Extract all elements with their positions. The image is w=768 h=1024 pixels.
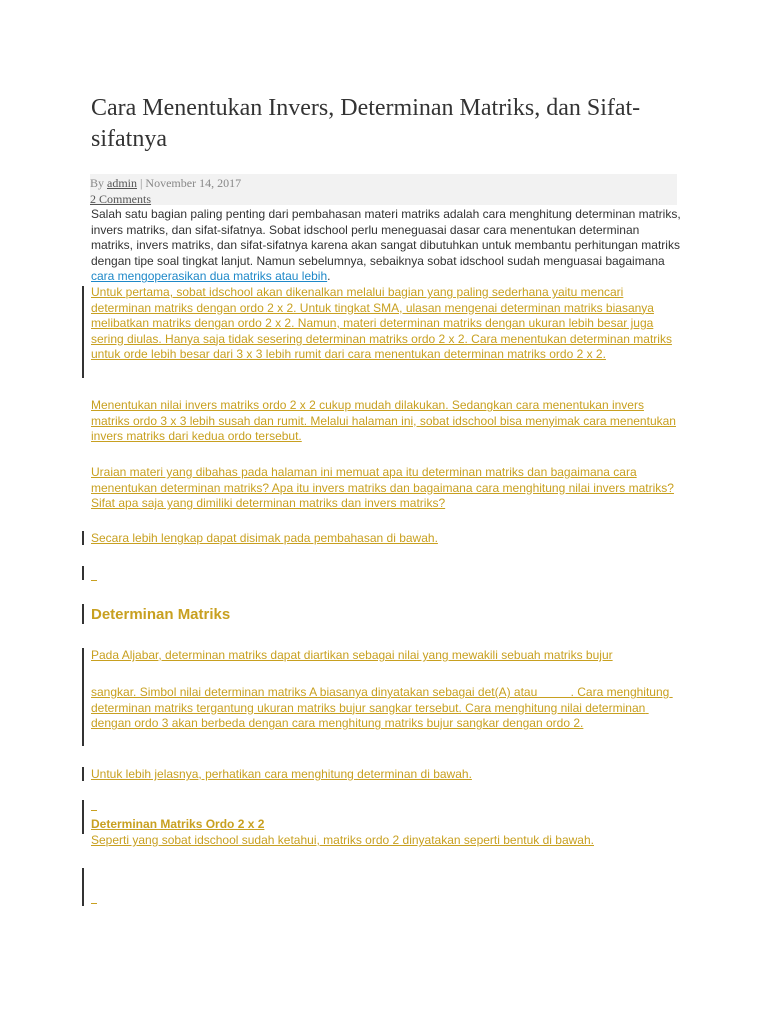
empty-link-marker[interactable] [91,903,97,904]
paragraph-1[interactable]: Untuk pertama, sobat idschool akan dikenalkan melalui bagian yang paling sederhana yaitu mencari determinan matriks dengan ordo 2 x 2. Untuk tingkat SMA, ulasan mengenai determinan matriks biasanya melibatkan matriks dengan ordo 2 x 2. Namun, materi determinan matriks dengan ukuran lebih besar juga sering diulas. Hanya saja tidak sesering determinan matriks ordo 2 x 2. Cara menentukan determinan matriks untuk orde lebih besar dari 3 x 3 lebih rumit dari cara menentukan determinan matriks ordo 2 x 2. [91,285,672,361]
post-date: | November 14, 2017 [137,176,242,190]
byline [90,176,241,191]
quote-bar [82,868,84,906]
quote-bar [82,800,84,834]
quote-bar [82,286,84,378]
quote-bar [82,648,84,746]
matrix-operations-link[interactable]: cara mengoperasikan dua matriks atau lebih [91,269,328,283]
quote-bar [82,604,84,624]
empty-link-marker[interactable] [91,810,97,811]
quote-bar [82,566,84,580]
paragraph-8[interactable]: Seperti yang sobat idschool sudah ketahui, matriks ordo 2 dinyatakan seperti bentuk di bawah. [91,833,594,847]
article-title: Cara Menentukan Invers, Determinan Matriks, dan Sifat-sifatnya [91,95,641,152]
byline-prefix: By [90,176,108,190]
subsection-heading-ordo-2x2[interactable]: Determinan Matriks Ordo 2 x 2 [91,817,265,831]
paragraph-3[interactable]: Uraian materi yang dibahas pada halaman ini memuat apa itu determinan matriks dan bagaimana cara menentukan determinan matriks? Apa itu invers matriks dan bagaimana cara menghitung nilai invers matriks? Sifat apa saja yang dimiliki determinan matriks dan invers matriks? [91,465,674,510]
author-link[interactable]: admin [107,176,138,190]
paragraph-5[interactable]: Pada Aljabar, determinan matriks dapat diartikan sebagai nilai yang mewakili sebuah matriks bujur [91,648,613,662]
section-heading-determinan: Determinan Matriks [91,606,231,623]
quote-bar [82,531,84,545]
paragraph-6[interactable]: sangkar. Simbol nilai determinan matriks A biasanya dinyatakan sebagai det(A) atau . Cara menghitung determinan matriks tergantung ukuran matriks bujur sangkar tersebut. Cara menghitung nilai determinan dengan ordo 3 akan berbeda dengan cara menghitung matriks bujur sangkar dengan ordo 2. [91,685,673,730]
paragraph-4[interactable]: Secara lebih lengkap dapat disimak pada pembahasan di bawah. [91,531,438,545]
paragraph-2[interactable]: Menentukan nilai invers matriks ordo 2 x 2 cukup mudah dilakukan. Sedangkan cara menentukan invers matriks ordo 3 x 3 lebih susah dan rumit. Melalui halaman ini, sobat idschool bisa menyimak cara menentukan invers matriks dari kedua ordo tersebut. [91,398,676,443]
post-meta [90,174,677,205]
empty-link-marker[interactable] [91,580,97,581]
comments-link[interactable]: 2 Comments [90,192,152,206]
intro-paragraph: Salah satu bagian paling penting dari pembahasan materi matriks adalah cara menghitung determinan matriks, invers matriks, dan sifat-sifatnya. Sobat idschool perlu meneguasai dasar cara menentukan determinan matriks, invers matriks, dan sifat-sifatnya karena akan sangat dibutuhkan untuk membantu perhitungan matriks dengan tipe soal tingkat lanjut. Namun sebelumnya, sebaiknya sobat idschool sudah menguasai bagaimana cara mengoperasikan dua matriks atau lebih. [91,207,681,283]
paragraph-7[interactable]: Untuk lebih jelasnya, perhatikan cara menghitung determinan di bawah. [91,767,472,781]
quote-bar [82,767,84,781]
